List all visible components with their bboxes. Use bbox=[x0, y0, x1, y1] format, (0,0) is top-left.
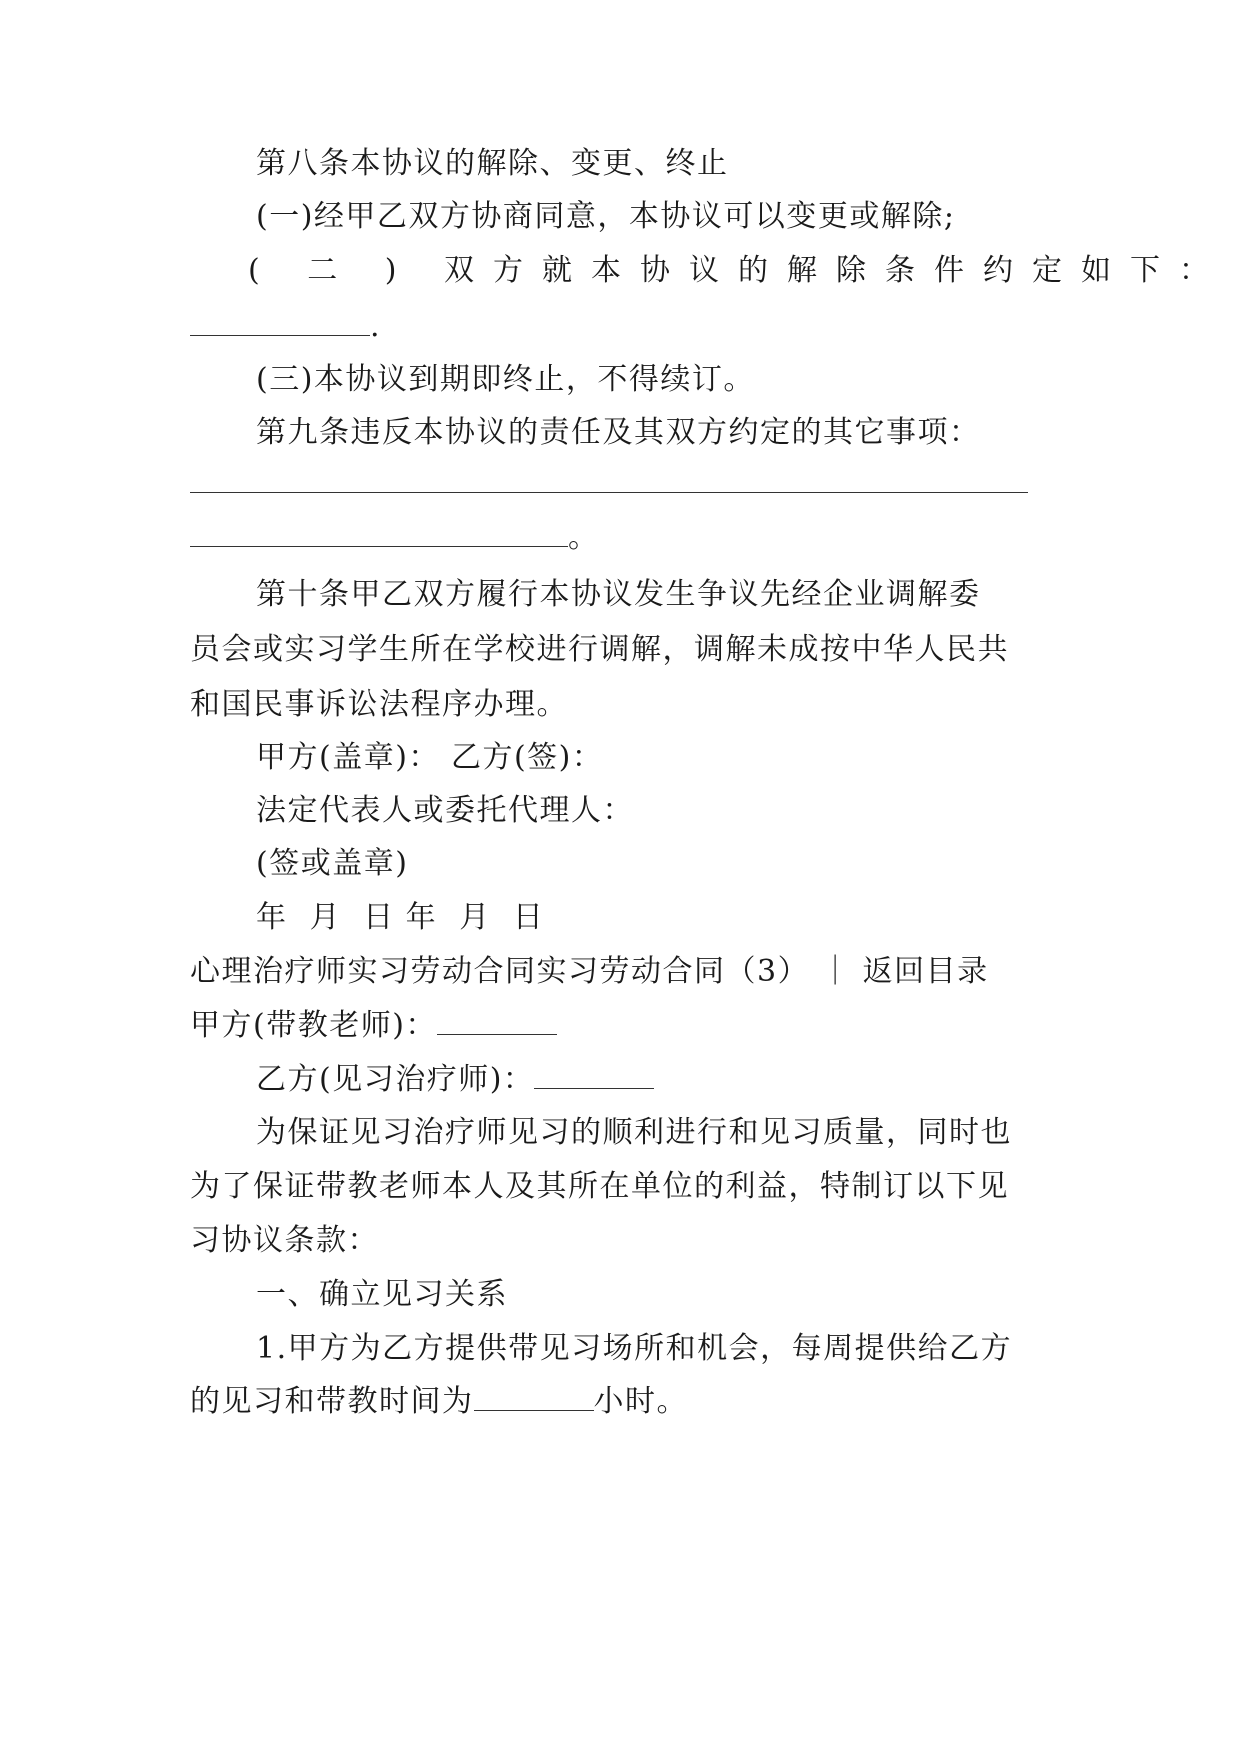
intro-line-1: 为保证见习治疗师见习的顺利进行和见习质量，同时也 bbox=[256, 1115, 1012, 1150]
party-b-label: 乙方(见习治疗师)： bbox=[256, 1062, 535, 1097]
item-1-line-2-suffix: 小时。 bbox=[593, 1384, 688, 1419]
article-10-line-2: 员会或实习学生所在学校进行调解，调解未成按中华人民共 bbox=[190, 632, 1009, 667]
section-1-heading: 一、确立见习关系 bbox=[256, 1277, 508, 1312]
article-9-title: 第九条违反本协议的责任及其双方约定的其它事项： bbox=[256, 415, 981, 450]
signature-parties: 甲方(盖章)： 乙方(签)： bbox=[256, 740, 604, 775]
fill-blank bbox=[190, 518, 568, 547]
article-9-end: 。 bbox=[568, 520, 600, 555]
signature-dates: 年 月 日 年 月 日 bbox=[256, 900, 545, 935]
article-8-title: 第八条本协议的解除、变更、终止 bbox=[256, 146, 729, 181]
next-section-title: 心理治疗师实习劳动合同实习劳动合同（3） ｜ 返回目录 bbox=[190, 954, 989, 989]
item-1-line-2-prefix: 的见习和带教时间为 bbox=[190, 1384, 474, 1419]
signature-seal: (签或盖章) bbox=[256, 846, 409, 881]
fill-blank bbox=[474, 1382, 594, 1411]
party-b-line bbox=[256, 1060, 1116, 1100]
article-8-item-1: (一)经甲乙双方协商同意，本协议可以变更或解除; bbox=[256, 199, 956, 234]
fill-blank bbox=[437, 1006, 557, 1035]
fill-blank bbox=[534, 1060, 654, 1089]
article-8-item-2-blank-line bbox=[190, 307, 1050, 347]
intro-line-3: 习协议条款： bbox=[190, 1223, 379, 1258]
article-8-item-3: (三)本协议到期即终止，不得续订。 bbox=[256, 362, 755, 397]
article-10-line-1: 第十条甲乙双方履行本协议发生争议先经企业调解委 bbox=[256, 577, 981, 612]
item-1-line-1: 1.甲方为乙方提供带见习场所和机会，每周提供给乙方 bbox=[256, 1331, 1013, 1366]
article-9-blank-line bbox=[190, 518, 1050, 558]
article-10-line-3: 和国民事诉讼法程序办理。 bbox=[190, 687, 568, 722]
item-1-line-2 bbox=[190, 1382, 1050, 1422]
fill-blank-long bbox=[190, 492, 1028, 493]
intro-line-2: 为了保证带教老师本人及其所在单位的利益，特制订以下见 bbox=[190, 1169, 1009, 1204]
article-8-item-2: ( 二 ) 双方就本协议的解除条件约定如下： bbox=[248, 253, 1229, 288]
party-a-line bbox=[190, 1006, 1050, 1046]
party-a-label: 甲方(带教老师)： bbox=[190, 1008, 437, 1043]
fill-blank bbox=[190, 307, 370, 336]
article-8-item-2-end: . bbox=[370, 309, 382, 344]
signature-representative: 法定代表人或委托代理人： bbox=[256, 793, 634, 828]
